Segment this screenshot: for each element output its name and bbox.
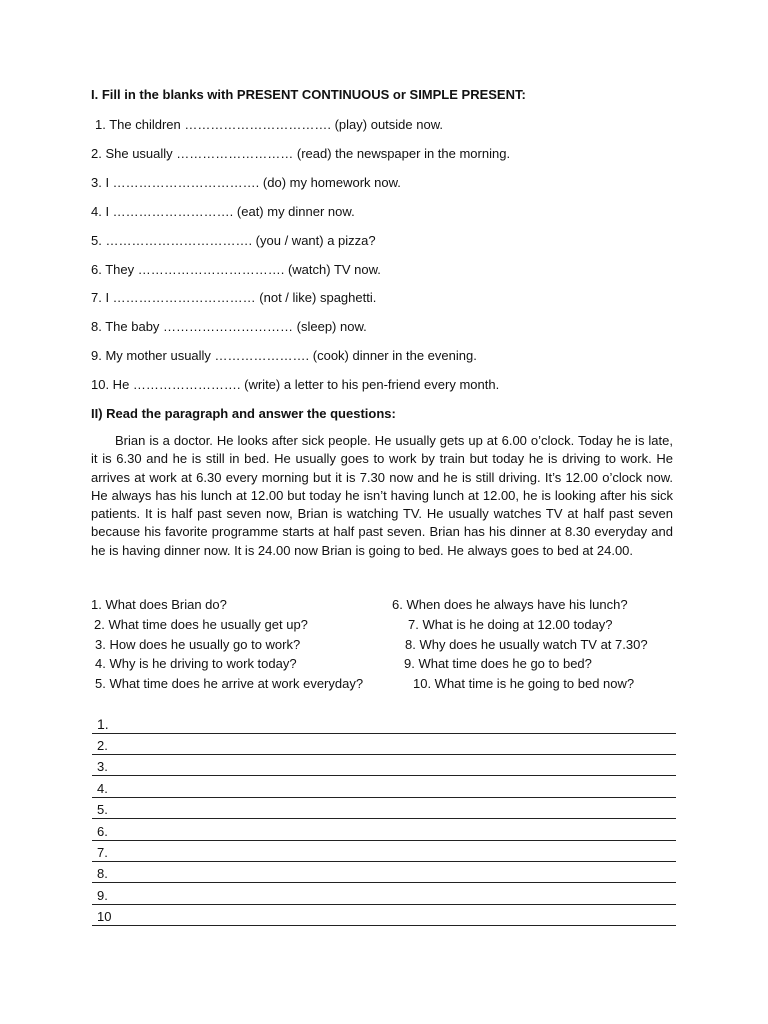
section-1-heading: I. Fill in the blanks with PRESENT CONTINUOUS or SIMPLE PRESENT: (91, 87, 526, 102)
reading-paragraph-text: Brian is a doctor. He looks after sick people. He usually gets up at 6.00 o’clock. Today he is late, it is 6.30 and he is still in bed. He usually goes to work by train but today he is driving to work. He arrives at work at 6.30 every morning but it is 7.30 now and he is still driving. It’s 12.00 o’clock now. He always has his lunch at 12.00 but today he isn’t having lunch at 12.00, he is looking after his sick patients. It is half past seven now, Brian is watching TV. He usually watches TV at half past seven because his favorite programme starts at half past seven. Brian has his dinner at 8.30 everyday and he is having dinner now. It is 24.00 now Brian is going to bed. He always goes to bed at 24.00. (91, 433, 673, 558)
question-4: 4. Why is he driving to work today? (95, 656, 297, 671)
answer-number: 2. (97, 738, 108, 753)
exercise-item-1: 1. The children ……………………………. (play) outside now. (95, 117, 443, 132)
question-7: 7. What is he doing at 12.00 today? (408, 617, 613, 632)
section-2-heading: II) Read the paragraph and answer the questions: (91, 406, 396, 421)
question-8: 8. Why does he usually watch TV at 7.30? (405, 637, 648, 652)
question-5: 5. What time does he arrive at work everyday? (95, 676, 364, 691)
question-1: 1. What does Brian do? (91, 597, 227, 612)
answer-line-1[interactable] (92, 713, 676, 734)
answer-number: 6. (97, 824, 108, 839)
answer-number: 1. (97, 716, 109, 732)
answer-line-10[interactable] (92, 905, 676, 926)
answer-number: 3. (97, 759, 108, 774)
answer-number: 10 (97, 909, 112, 924)
exercise-item-8: 8. The baby ………………………… (sleep) now. (91, 319, 367, 334)
answer-line-8[interactable] (92, 862, 676, 883)
exercise-item-6: 6. They ……………………………. (watch) TV now. (91, 262, 381, 277)
question-3: 3. How does he usually go to work? (95, 637, 301, 652)
answer-number: 4. (97, 781, 108, 796)
answer-line-3[interactable] (92, 755, 676, 776)
exercise-item-2: 2. She usually ……………………… (read) the newspaper in the morning. (91, 146, 511, 161)
question-2: 2. What time does he usually get up? (94, 617, 308, 632)
question-10: 10. What time is he going to bed now? (413, 676, 635, 691)
answer-number: 9. (97, 888, 108, 903)
answer-line-4[interactable] (92, 777, 676, 798)
answer-line-7[interactable] (92, 841, 676, 862)
answer-number: 8. (97, 866, 108, 881)
answer-line-6[interactable] (92, 820, 676, 841)
answer-number: 5. (97, 802, 108, 817)
reading-paragraph (91, 432, 673, 560)
exercise-item-10: 10. He ……………………. (write) a letter to his pen-friend every month. (91, 377, 500, 392)
question-9: 9. What time does he go to bed? (404, 656, 592, 671)
exercise-item-7: 7. I …………………………… (not / like) spaghetti. (91, 290, 377, 305)
answer-line-5[interactable] (92, 798, 676, 819)
answer-line-9[interactable] (92, 884, 676, 905)
answer-line-2[interactable] (92, 734, 676, 755)
exercise-item-5: 5. ……………………………. (you / want) a pizza? (91, 233, 376, 248)
exercise-item-4: 4. I ………………………. (eat) my dinner now. (91, 204, 355, 219)
question-6: 6. When does he always have his lunch? (392, 597, 628, 612)
answer-number: 7. (97, 845, 108, 860)
exercise-item-9: 9. My mother usually …………………. (cook) dinner in the evening. (91, 348, 477, 363)
exercise-item-3: 3. I ……………………………. (do) my homework now. (91, 175, 401, 190)
